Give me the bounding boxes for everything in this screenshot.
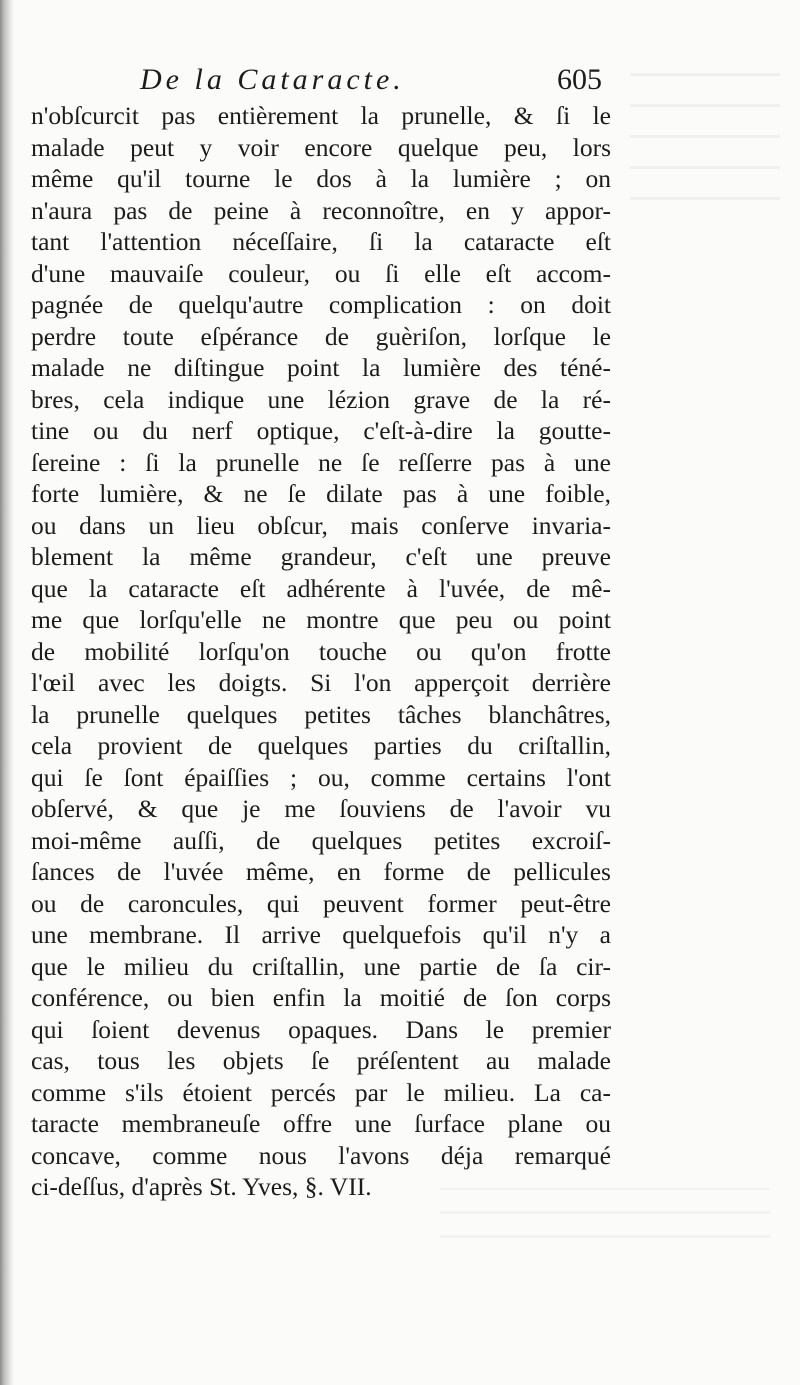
- body-text: [31, 100, 611, 1203]
- text-line: concave, comme nous l'avons déja remarqué: [31, 1140, 611, 1170]
- text-line: bres, cela indique une lézion grave de la ré-: [31, 384, 611, 414]
- text-line: pagnée de quelqu'autre complication : on doit: [31, 290, 611, 319]
- text-line: obſervé, & que je me ſouviens de l'avoir vu: [31, 794, 611, 823]
- running-title: De la Cataracte.: [140, 63, 405, 96]
- text-line: malade ne diſtingue point la lumière des téné-: [31, 353, 611, 382]
- binding-edge-shadow: [0, 0, 14, 1385]
- text-line: ou dans un lieu obſcur, mais conſerve invaria-: [31, 510, 611, 540]
- text-line: moi-même auſſi, de quelques petites excroiſ-: [31, 825, 611, 855]
- text-line: l'œil avec les doigts. Si l'on apperçoit derrière: [31, 668, 611, 697]
- text-line: même qu'il tourne le dos à la lumière ; on: [31, 164, 611, 193]
- text-line: conférence, ou bien enfin la moitié de ſon corps: [31, 983, 611, 1012]
- text-line: qui ſe ſont épaiſſies ; ou, comme certains l'ont: [31, 762, 611, 792]
- text-line: que le milieu du criſtallin, une partie de ſa cir-: [31, 951, 611, 981]
- text-line: une membrane. Il arrive quelquefois qu'il n'y a: [31, 920, 611, 949]
- text-line: n'obſcurcit pas entièrement la prunelle, & ſi le: [31, 101, 611, 130]
- text-line: taracte membraneuſe offre une ſurface plane ou: [31, 1109, 611, 1138]
- text-line: ci-deſſus, d'après St. Yves, §. VII.: [31, 1172, 372, 1201]
- page-number: 605: [557, 63, 602, 96]
- text-line: malade peut y voir encore quelque peu, lors: [31, 132, 611, 162]
- text-line: forte lumière, & ne ſe dilate pas à une foible,: [31, 479, 611, 508]
- text-line: cela provient de quelques parties du criſtallin,: [31, 731, 611, 760]
- text-line: n'aura pas de peine à reconnoître, en y appor-: [31, 195, 611, 225]
- text-line: comme s'ils étoient percés par le milieu. La ca-: [31, 1077, 611, 1107]
- text-line: que la cataracte eſt adhérente à l'uvée, de mê-: [31, 573, 611, 603]
- text-line: cas, tous les objets ſe préſentent au malade: [31, 1046, 611, 1075]
- page-header: [140, 62, 602, 98]
- text-line: ou de caroncules, qui peuvent former peut-être: [31, 888, 611, 918]
- text-line: blement la même grandeur, c'eſt une preuve: [31, 542, 611, 571]
- text-line: de mobilité lorſqu'on touche ou qu'on frotte: [31, 636, 611, 666]
- text-line: la prunelle quelques petites tâches blanchâtres,: [31, 699, 611, 729]
- text-line: me que lorſqu'elle ne montre que peu ou point: [31, 605, 611, 634]
- text-line: ſances de l'uvée même, en forme de pellicules: [31, 857, 611, 886]
- text-line: qui ſoient devenus opaques. Dans le premier: [31, 1014, 611, 1044]
- text-line: d'une mauvaiſe couleur, ou ſi elle eſt accom-: [31, 258, 611, 288]
- text-line: perdre toute eſpérance de guèriſon, lorſque le: [31, 321, 611, 351]
- text-line: tant l'attention néceſſaire, ſi la cataracte eſt: [31, 227, 611, 256]
- show-through-text: [630, 60, 780, 200]
- text-line: ſereine : ſi la prunelle ne ſe reſſerre pas à une: [31, 447, 611, 477]
- text-line: tine ou du nerf optique, c'eſt-à-dire la goutte-: [31, 416, 611, 445]
